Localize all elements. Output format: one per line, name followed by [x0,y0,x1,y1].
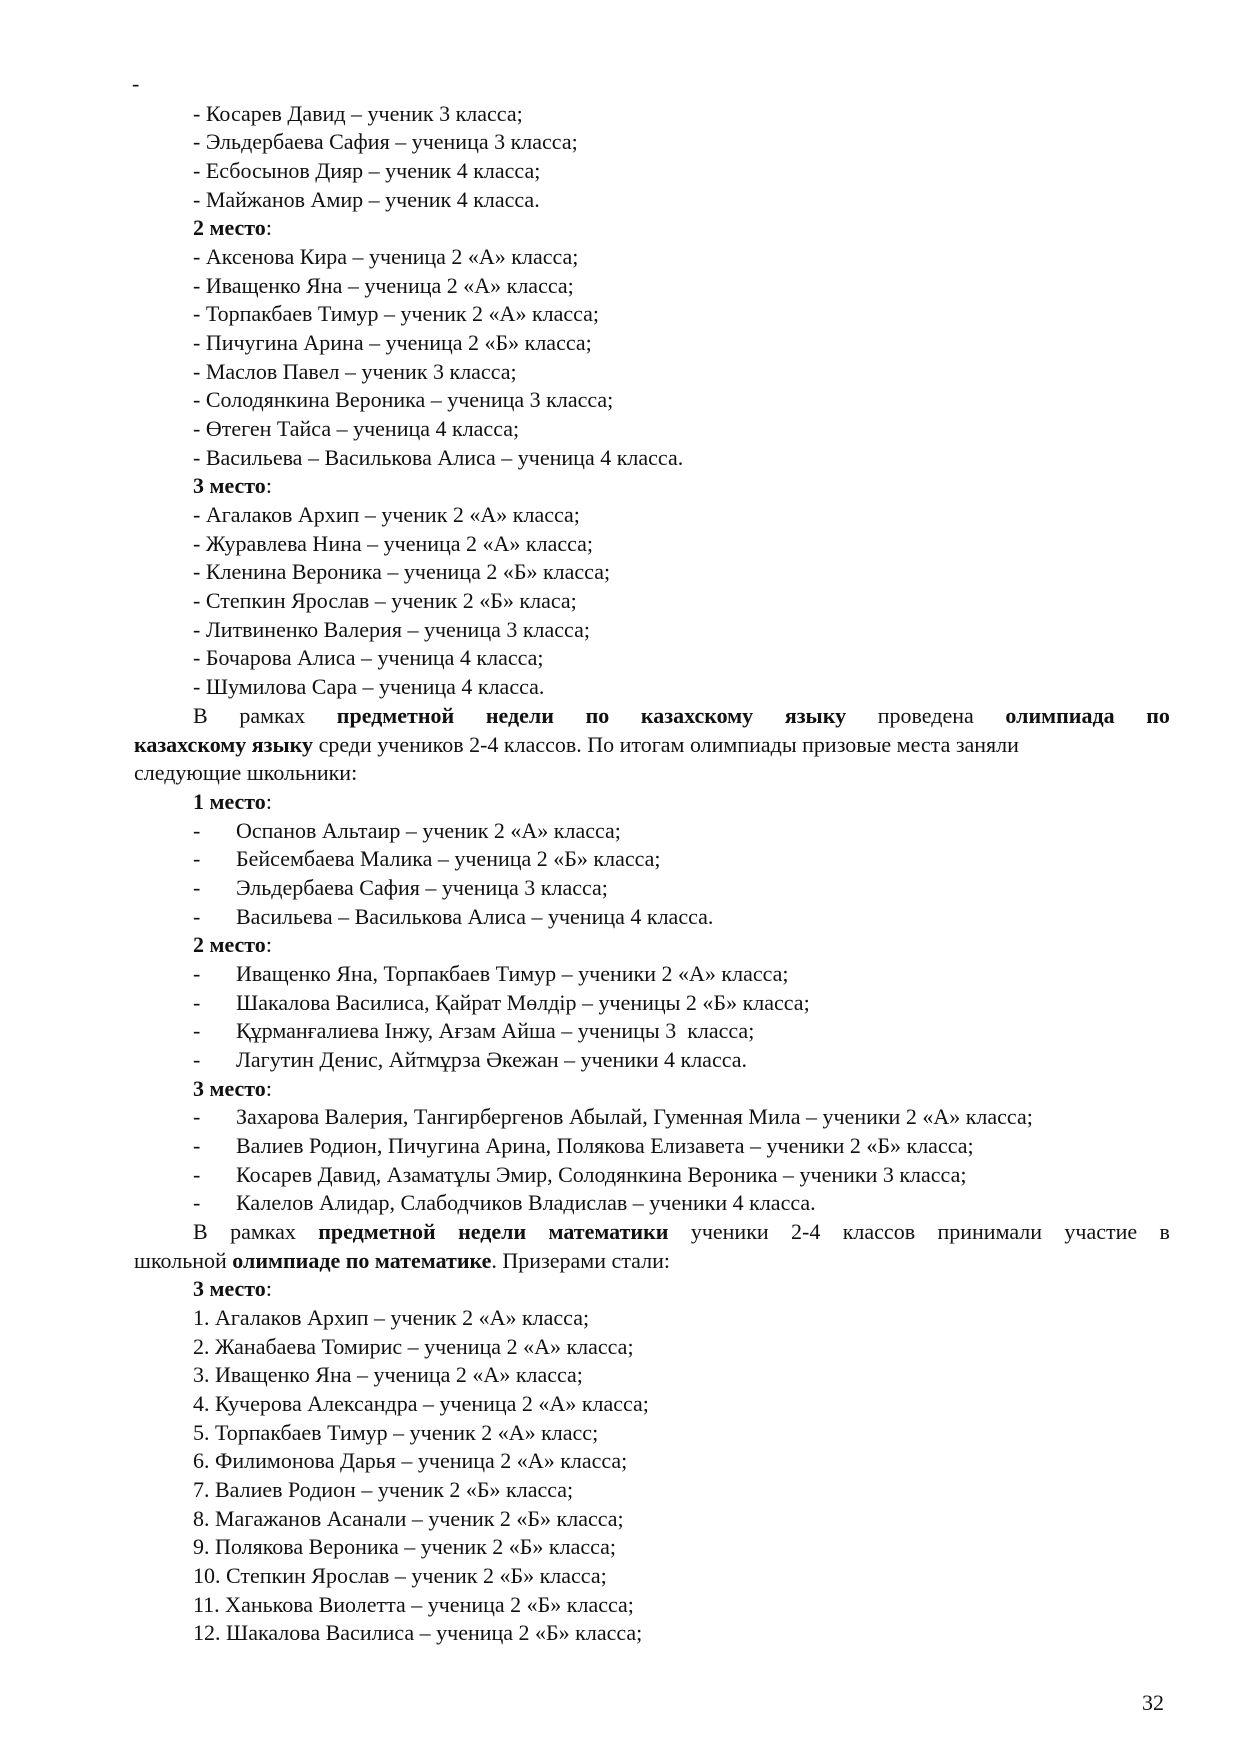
list-item: - Пичугина Арина – ученица 2 «Б» класса; [193,330,592,355]
list-item: - Васильева – Василькова Алиса – ученица 4 класса. [193,445,684,470]
list-item: 6. Филимонова Дарья – ученица 2 «А» класса; [193,1448,628,1473]
list-item: - Эльдербаева Сафия – ученица 3 класса; [193,129,578,154]
word: принимали [937,1219,1043,1244]
paragraph-line: школьной олимпиаде по математике. Призерами стали: [134,1248,670,1273]
list-item: - Торпакбаев Тимур – ученик 2 «А» класса; [193,301,600,326]
section-heading-place-2: 2 место: [193,215,272,240]
section-heading-place-3: 3 место: [193,1076,272,1101]
paragraph-line-justified [193,1218,1170,1246]
list-item: - Өтеген Тайса – ученица 4 класса; [193,416,520,441]
list-item: 4. Кучерова Александра – ученица 2 «А» класса; [193,1391,649,1416]
word: проведена [877,703,974,728]
word: недели [458,1219,527,1244]
list-item: - Аксенова Кира – ученица 2 «А» класса; [193,244,579,269]
list-item: - Журавлева Нина – ученица 2 «А» класса; [193,531,594,556]
list-item: 12. Шакалова Василиса – ученица 2 «Б» класса; [193,1620,643,1645]
word: недели [485,703,554,728]
list-item: 10. Степкин Ярослав – ученик 2 «Б» класса; [193,1563,607,1588]
word: предметной [336,703,455,728]
list-item: 3. Иващенко Яна – ученица 2 «А» класса; [193,1362,583,1387]
list-item: - Агалаков Архип – ученик 2 «А» класса; [193,502,580,527]
list-item: - Степкин Ярослав – ученик 2 «Б» класа; [193,588,577,613]
word: языку [784,703,847,728]
section-heading-place-2: 2 место: [193,932,272,957]
word: олимпиада [1005,703,1115,728]
list-item: - Маслов Павел – ученик 3 класса; [193,359,517,384]
section-heading-place-3: 3 место: [193,473,272,498]
list-item: - Майжанов Амир – ученик 4 класса. [193,187,540,212]
paragraph-line: следующие школьники: [134,760,358,785]
word: рамках [230,1219,296,1244]
list-item: 7. Валиев Родион – ученик 2 «Б» класса; [193,1477,574,1502]
word: в [1159,1219,1170,1244]
list-item: 2. Жанабаева Томирис – ученица 2 «А» класса; [193,1334,634,1359]
word: В [193,1219,208,1244]
list-item: 8. Магажанов Асанали – ученик 2 «Б» класса; [193,1506,624,1531]
list-item: - Бочарова Алиса – ученица 4 класса; [193,645,544,670]
word: по [585,703,610,728]
word: математики [548,1219,669,1244]
word: казахскому [640,703,754,728]
document-page: - - Косарев Давид – ученик 3 класса; - Эльдербаева Сафия – ученица 3 класса; - Есбосынов Дияр – ученик 4 класса; - Майжанов Амир – ученик 4 класса. 2 место: - Аксенова Кира – ученица 2 «А» класса; - Иващенко Яна – ученица 2 «А» класса; - Торпакбаев Тимур – ученик 2 «А» класса; - Пичугина Арина – ученица 2 «Б» класса; - Маслов Павел – ученик 3 класса; - Солодянкина Вероника – ученица 3 класса; - Өтеген Тайса – ученица 4 класса; - Васильева – Василькова Алиса – ученица 4 класса. 3 место: - Агалаков Архип – ученик 2 «А» класса; - Журавлева Нина – ученица 2 «А» класса; - Кленина Вероника – ученица 2 «Б» класса; - Степкин Ярослав – ученик 2 «Б» класа; - Литвиненко Валерия – ученица 3 класса; - Бочарова Алиса – ученица 4 класса; - Шумилова Сара – ученица 4 класса. В рамках предметной недели по казахскому языку проведена олимпиада по казахскому языку среди учеников 2-4 классов. По итогам олимпиады призовые места заняли следующие школьники: 1 место: - Оспанов Альтаир – ученик 2 «А» класса; - Бейсембаева Малика – ученица 2 «Б» класса; - Эльдербаева Сафия – ученица 3 класса; - Васильева – Василькова Алиса – ученица 4 класса. 2 место: - Иващенко Яна, Торпакбаев Тимур – ученики 2 «А» класса; - Шакалова Василиса, Қайрат Мөлдір – ученицы 2 «Б» класса; - Құрманғалиева Інжу, Ағзам Айша – ученицы 3 класса; - Лагутин Денис, Айтмұрза Әкежан – ученики 4 класса. 3 место: - Захарова Валерия, Тангирбергенов Абылай, Гуменная Мила – ученики 2 «А» класса; - Валиев Родион, Пичугина Арина, Полякова Елизавета – ученики 2 «Б» класса; - Косарев Давид, Азаматұлы Эмир, Солодянкина Вероника – ученики 3 класса; - Калелов Алидар, Слабодчиков Владислав – ученики 4 класса. В рамках предметной недели математики ученики 2-4 классов принимали участие в школьной олимпиаде по математике. Призерами стали: 3 место: 1. Агалаков Архип – ученик 2 «А» класса; 2. Жанабаева Томирис – ученица 2 «А» класса; 3. Иващенко Яна – ученица 2 «А» класса; 4. Кучерова Александра – ученица 2 «А» класса; 5. Торпакбаев Тимур – ученик 2 «А» класс; 6. Филимонова Дарья – ученица 2 «А» класса; 7. Валиев Родион – ученик 2 «Б» класса; 8. Магажанов Асанали – ученик 2 «Б» класса; 9. Полякова Вероника – ученик 2 «Б» класса; 10. Степкин Ярослав – ученик 2 «Б» класса; 11. Ханькова Виолетта – ученица 2 «Б» класса; 12. Шакалова Василиса – ученица 2 «Б» класса; 32 [132,71,1170,1715]
list-item: - Косарев Давид – ученик 3 класса; [193,101,523,126]
word: В [193,703,208,728]
paragraph-line-justified [193,702,1170,730]
list-item: - Шумилова Сара – ученица 4 класса. [193,674,545,699]
list-item: - Иващенко Яна – ученица 2 «А» класса; [193,273,574,298]
word: участие [1064,1219,1138,1244]
list-item: - Литвиненко Валерия – ученица 3 класса; [193,617,590,642]
word: классов [842,1219,916,1244]
section-heading-place-1: 1 место: [193,789,272,814]
list-item: - Солодянкина Вероника – ученица 3 класса; [193,387,614,412]
word: предметной [318,1219,436,1244]
list-item: 9. Полякова Вероника – ученик 2 «Б» класса; [193,1534,617,1559]
stray-dash: - [132,71,140,96]
page-number: 32 [1142,1690,1164,1715]
word: рамках [239,703,306,728]
paragraph-line: казахскому языку среди учеников 2-4 классов. По итогам олимпиады призовые места заняли [134,732,1019,757]
list-item: 11. Ханькова Виолетта – ученица 2 «Б» класса; [193,1592,634,1617]
list-item: 5. Торпакбаев Тимур – ученик 2 «А» класс; [193,1420,599,1445]
list-item: - Есбосынов Дияр – ученик 4 класса; [193,158,541,183]
list-item: 1. Агалаков Архип – ученик 2 «А» класса; [193,1305,590,1330]
word: по [1146,703,1170,728]
word: ученики [690,1219,769,1244]
list-item: - Кленина Вероника – ученица 2 «Б» класса; [193,559,611,584]
section-heading-place-3: 3 место: [193,1276,272,1301]
word: 2-4 [791,1219,821,1244]
